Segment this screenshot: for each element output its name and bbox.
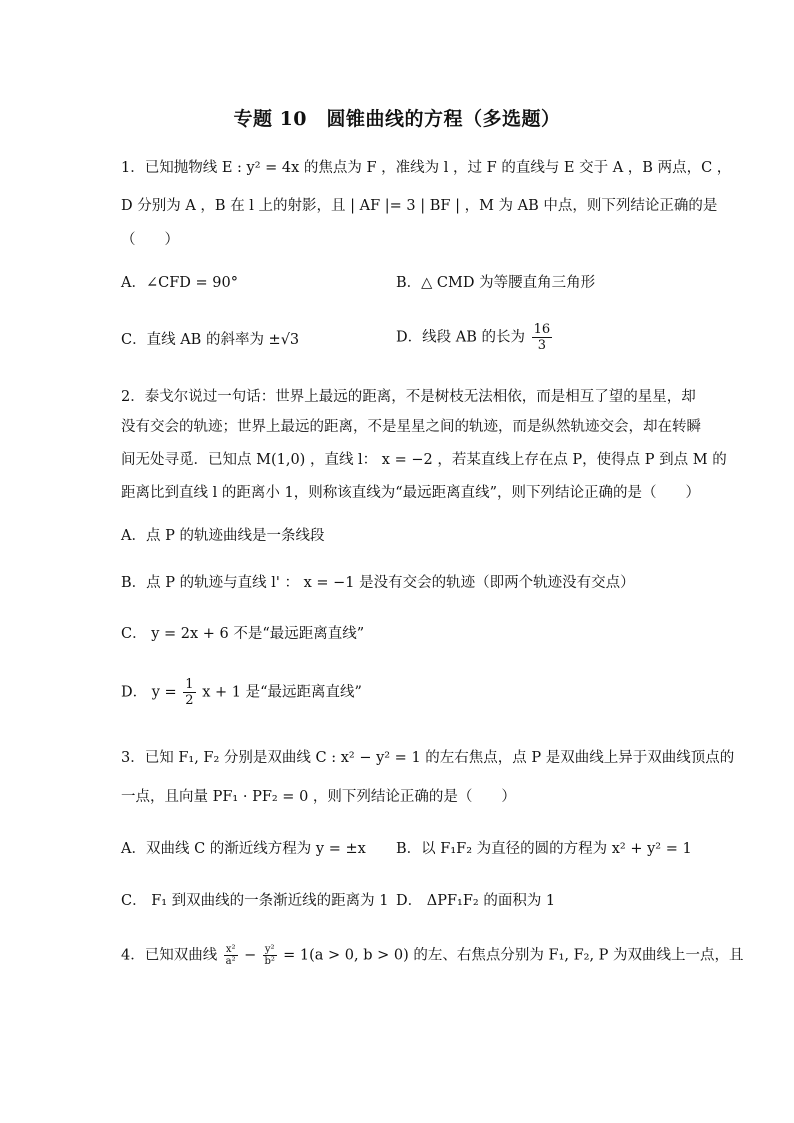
q1-option-d-text: D．线段 AB 的长为 [396,329,525,346]
q2-option-d-text-pre: D． y = [121,684,177,701]
page-title: 专题 10 圆锥曲线的方程（多选题） [233,108,561,130]
q4-fraction-x [224,944,238,967]
q3-stem-line-1: 3．已知 F₁, F₂ 分别是双曲线 C : x² − y² = 1 的左右焦点，点 P 是双曲线上异于双曲线顶点的 [121,750,735,766]
fraction-denominator: 2 [185,693,194,708]
q4-minus-sign: − [244,947,257,964]
q3-option-d: D． ΔPF₁F₂ 的面积为 1 [396,893,556,909]
fraction-numerator: y² [264,944,275,955]
fraction-numerator: x² [225,944,236,955]
q1-option-d-fraction [532,322,553,353]
q1-stem-line-2: D 分别为 A ，B 在 l 上的射影，且 | AF |= 3 | BF | ，M 为 AB 中点，则下列结论正确的是 [121,198,718,214]
q3-option-b: B．以 F₁F₂ 为直径的圆的方程为 x² + y² = 1 [396,841,692,857]
fraction-numerator: 1 [185,677,194,692]
fraction-numerator: 16 [533,322,551,337]
q1-option-b: B．△ CMD 为等腰直角三角形 [396,275,596,291]
q2-stem-line-1: 2．泰戈尔说过一句话：世界上最远的距离，不是树枝无法相依，而是相互了望的星星，却 [121,389,696,405]
q3-stem-line-2: 一点，且向量 PF₁ · PF₂ = 0 ，则下列结论正确的是（ ） [121,789,516,805]
fraction-denominator: b² [264,956,275,967]
q2-stem-line-2: 没有交会的轨迹；世界上最远的距离，不是星星之间的轨迹，而是纵然轨迹交会，却在转瞬 [121,419,701,435]
q2-option-d [121,677,362,708]
q4-text-pre: 4．已知双曲线 [121,947,218,964]
q1-option-c: C．直线 AB 的斜率为 ±√3 [121,332,300,348]
q1-stem-line-1: 1．已知抛物线 E : y² = 4x 的焦点为 F ，准线为 l ，过 F 的直线与 E 交于 A ，B 两点，C ， [121,160,732,176]
q2-option-a: A．点 P 的轨迹曲线是一条线段 [121,528,325,544]
q4-stem-line-1 [121,944,744,967]
q2-option-b: B．点 P 的轨迹与直线 l' ： x = −1 是没有交会的轨迹（即两个轨迹没有交点） [121,575,635,591]
fraction-denominator: a² [225,956,236,967]
fraction-denominator: 3 [537,338,546,353]
q1-option-a: A．∠CFD = 90° [121,275,238,291]
q2-stem-line-3: 间无处寻觅．已知点 M(1,0) ，直线 l： x = −2 ，若某直线上存在点 P，使得点 P 到点 M 的 [121,452,727,468]
q1-stem-line-3: （ ） [121,232,179,248]
q2-option-c: C． y = 2x + 6 不是“最远距离直线” [121,626,365,642]
q4-fraction-y [263,944,277,967]
q1-option-d [396,322,554,353]
q4-text-post: = 1(a > 0, b > 0) 的左、右焦点分别为 F₁, F₂, P 为双曲线上一点，且 [283,947,744,964]
q3-option-c: C． F₁ 到双曲线的一条渐近线的距离为 1 [121,893,389,909]
q3-option-a: A．双曲线 C 的渐近线方程为 y = ±x [121,841,366,857]
q2-stem-line-4: 距离比到直线 l 的距离小 1，则称该直线为“最远距离直线”，则下列结论正确的是（ ） [121,485,701,501]
q2-option-d-fraction [183,677,195,708]
q2-option-d-text-post: x + 1 是“最远距离直线” [202,684,362,701]
